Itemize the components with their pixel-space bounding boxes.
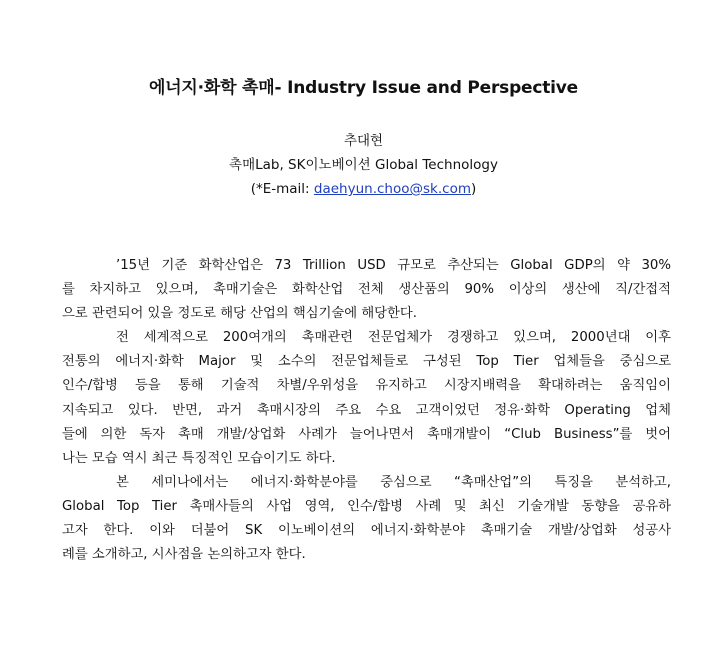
author-block [0,129,727,201]
paragraph-line: 으로 관련되어 있을 정도로 해당 산업의 핵심기술에 해당한다. [62,306,417,322]
document-title: 에너지·화학 촉매- Industry Issue and Perspective [148,78,579,98]
paragraph-line: 들에 의한 독자 촉매 개발/상업화 사례가 늘어나면서 촉매개발이 “Club Business”를 벗어 [62,426,671,442]
paragraph-line: ’15년 기준 화학산업은 73 Trillion USD 규모로 추산되는 Global GDP의 약 30% [116,258,671,273]
email-prefix: (*E-mail: [250,181,314,197]
paragraph-line: Global Top Tier 촉매사들의 사업 영역, 인수/합병 사례 및 최신 기술개발 동향을 공유하 [62,498,671,514]
paragraph-line: 지속되고 있다. 반면, 과거 촉매시장의 주요 수요 고객이었던 정유·화학 Operating 업체 [62,402,671,418]
paragraph-line: 고자 한다. 이와 더불어 SK 이노베이션의 에너지·화학분야 촉매기술 개발/상업화 성공사 [62,523,671,539]
paragraph-line: 를 차지하고 있으며, 촉매기술은 화학산업 전체 생산품의 90% 이상의 생산에 직/간접적 [62,282,671,298]
paragraph-line: 례를 소개하고, 시사점을 논의하고자 한다. [62,547,306,563]
author-email-line [0,177,727,201]
paragraph-line: 인수/합병 등을 통해 기술적 차별/우위성을 유지하고 시장지배력을 확대하려는 움직임이 [62,378,671,394]
abstract-body [62,254,671,567]
paragraph-line: 본 세미나에서는 에너지·화학분야를 중심으로 “촉매산업”의 특징을 분석하고, [116,474,671,490]
email-suffix: ) [470,181,477,197]
paragraph-line: 전통의 에너지·화학 Major 및 소수의 전문업체들로 구성된 Top Tier 업체들을 중심으로 [62,354,671,370]
email-link[interactable]: daehyun.choo@sk.com [313,181,471,197]
author-affiliation: 촉매Lab, SK이노베이션 Global Technology [229,157,498,173]
author-name: 추대현 [343,133,384,149]
paragraph-line: 전 세계적으로 200여개의 촉매관련 전문업체가 경쟁하고 있으며, 2000년대 이후 [116,330,671,346]
paragraph-line: 나는 모습 역시 최근 특징적인 모습이기도 하다. [62,450,336,466]
